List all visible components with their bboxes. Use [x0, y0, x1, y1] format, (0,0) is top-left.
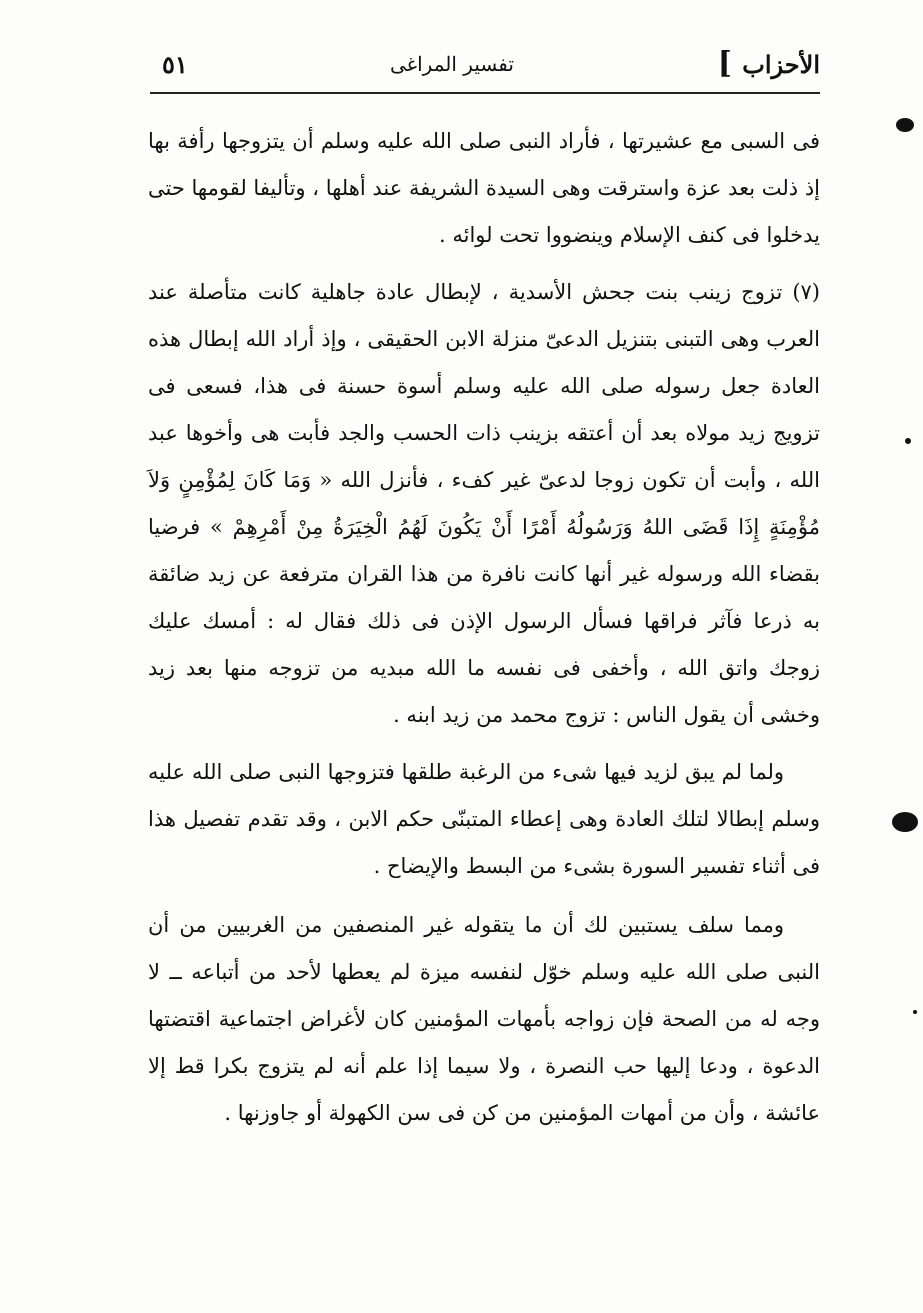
book-title: تفسير المراغى: [390, 52, 514, 76]
paragraph: ولما لم يبق لزيد فيها شىء من الرغبة طلقها فتزوجها النبى صلى الله عليه وسلم إبطالا لتلك العادة وهى إعطاء المتبنّى حكم الابن ، وقد تقدم تفصيل هذا فى أثناء تفسير السورة بشىء من البسط والإيضاح .: [148, 760, 820, 878]
body-text: [148, 118, 820, 1137]
paragraph: ومما سلف يستبين لك أن ما يتقوله غير المنصفين من الغربيين من أن النبى صلى الله عليه وسلم خوّل لنفسه ميزة لم يعطها لأحد من أتباعه ــ لا وجه له من الصحة فإن زواجه بأمهات المؤمنين كان لأغراض اجتماعية اقتضتها الدعوة ، ودعا إليها حب النصرة ، ولا سيما إذا علم أنه لم يتزوج بكرا قط إلا عائشة ، وأن من أمهات المؤمنين من كن فى سن الكهولة أو جاوزنها .: [148, 913, 820, 1125]
surah-name: الأحزاب: [742, 50, 820, 79]
page-header: [150, 40, 820, 90]
paragraph: (٧) تزوج زينب بنت جحش الأسدية ، لإبطال عادة جاهلية كانت متأصلة عند العرب وهى التبنى بتنزيل الدعىّ منزلة الابن الحقيقى ، وإذ أراد الله إبطال هذه العادة جعل رسوله صلى الله عليه وسلم أسوة حسنة فى هذا، فسعى فى تزويج زيد مولاه بعد أن أعتقه بزينب ذات الحسب والجد فأبت هى وأخوها عبد الله ، وأبت أن تكون زوجا لدعىّ غير كفء ، فأنزل الله « وَمَا كَانَ لِمُؤْمِنٍ وَلاَ مُؤْمِنَةٍ إِذَا قَضَى اللهُ وَرَسُولُهُ أَمْرًا أَنْ يَكُونَ لَهُمُ الْخِيَرَةُ مِنْ أَمْرِهِمْ » فرضيا بقضاء الله ورسوله غير أنها كانت نافرة من هذا القران مترفعة عن زيد ضائقة به ذرعا فآثر فراقها فسأل الرسول الإذن فى ذلك فقال له : أمسك عليك زوجك واتق الله ، وأخفى فى نفسه ما الله مبديه من تزوجه منها بعد زيد وخشى أن يقول الناس : تزوج محمد من زيد ابنه .: [148, 280, 820, 727]
scan-speck: [905, 438, 911, 444]
header-bracket: ]: [717, 46, 732, 81]
page-number: ٥١: [162, 50, 188, 79]
header-divider: [150, 92, 820, 94]
scan-speck: [896, 118, 914, 132]
scan-speck: [892, 812, 918, 832]
paragraph: فى السبى مع عشيرتها ، فأراد النبى صلى الله عليه وسلم أن يتزوجها رأفة بها إذ ذلت بعد عزة واسترقت وهى السيدة الشريفة عند أهلها ، وتأليفا لقومها حتى يدخلوا فى كنف الإسلام وينضووا تحت لوائه .: [148, 129, 820, 247]
scan-speck: [913, 1010, 917, 1014]
